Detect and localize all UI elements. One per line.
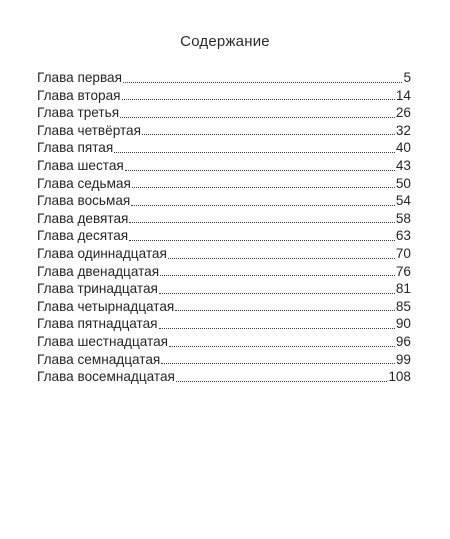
toc-entry [37, 104, 411, 122]
toc-dot-leader [114, 151, 395, 153]
toc-dot-leader [161, 362, 395, 364]
toc-entry-label: Глава двенадцатая [37, 263, 160, 279]
toc-entry-page: 108 [388, 369, 411, 385]
toc-entry-page: 54 [395, 193, 411, 209]
toc-dot-leader [120, 116, 395, 118]
toc-entry-page: 58 [395, 210, 411, 226]
toc-entry-label: Глава восемнадцатая [37, 369, 175, 385]
toc-dot-leader [169, 345, 395, 347]
toc-entry [37, 245, 411, 263]
toc-entry [37, 298, 411, 316]
toc-entry-page: 50 [395, 175, 411, 191]
toc-entry-page: 70 [395, 245, 411, 261]
toc-entry-page: 14 [395, 87, 411, 103]
toc-dot-leader [159, 327, 395, 329]
toc-entry-page: 40 [395, 140, 411, 156]
toc-entry [37, 139, 411, 157]
toc-entry-label: Глава седьмая [37, 175, 131, 191]
toc-dot-leader [176, 380, 387, 382]
toc-dot-leader [175, 309, 395, 311]
toc-entry-label: Глава шестая [37, 157, 124, 173]
toc-entry [37, 87, 411, 105]
toc-entry [37, 280, 411, 298]
toc-dot-leader [168, 257, 395, 259]
toc-dot-leader [131, 204, 395, 206]
toc-entry-page: 5 [403, 70, 411, 85]
toc-entry-page: 85 [395, 298, 411, 314]
toc-entry-label: Глава пятая [37, 140, 114, 156]
toc-entry-label: Глава третья [37, 105, 120, 121]
toc-dot-leader [125, 169, 395, 171]
toc-dot-leader [132, 186, 395, 188]
toc-entry [37, 210, 411, 228]
toc-entry [37, 315, 411, 333]
toc-entry-page: 81 [395, 281, 411, 297]
toc-entry [37, 333, 411, 351]
toc-dot-leader [160, 274, 395, 276]
toc-entry [37, 69, 411, 87]
toc-entry-page: 26 [395, 105, 411, 121]
toc-dot-leader [129, 221, 394, 223]
toc-dot-leader [129, 239, 395, 241]
toc-entry [37, 175, 411, 193]
toc-entry-label: Глава девятая [37, 210, 129, 226]
toc-entry-page: 90 [395, 316, 411, 332]
toc-entry [37, 351, 411, 369]
toc-entry [37, 263, 411, 281]
toc-entry-label: Глава четырнадцатая [37, 298, 175, 314]
toc-dot-leader [123, 81, 402, 83]
toc-entry-page: 43 [395, 157, 411, 173]
toc-dot-leader [122, 98, 395, 100]
toc-entry [37, 122, 411, 140]
toc-entry-label: Глава четвёртая [37, 122, 141, 138]
toc-entry-page: 96 [395, 333, 411, 349]
toc-entry-label: Глава семнадцатая [37, 351, 161, 367]
toc-title: Содержание [180, 33, 270, 50]
toc-entry-page: 76 [395, 263, 411, 279]
toc-entry-label: Глава шестнадцатая [37, 333, 169, 349]
toc-entry-label: Глава восьмая [37, 193, 131, 209]
toc-entry-page: 32 [395, 122, 411, 138]
toc-entry-page: 63 [395, 228, 411, 244]
toc-list [37, 69, 411, 386]
toc-entry-label: Глава десятая [37, 228, 129, 244]
toc-entry-label: Глава тринадцатая [37, 281, 158, 297]
toc-dot-leader [142, 133, 395, 135]
toc-entry [37, 157, 411, 175]
toc-entry-label: Глава первая [37, 70, 122, 85]
toc-entry-page: 99 [395, 351, 411, 367]
toc-entry-label: Глава одиннадцатая [37, 245, 167, 261]
toc-entry [37, 368, 411, 386]
toc-dot-leader [159, 292, 395, 294]
toc-entry-label: Глава пятнадцатая [37, 316, 158, 332]
toc-entry-label: Глава вторая [37, 87, 121, 103]
toc-entry [37, 192, 411, 210]
toc-entry [37, 227, 411, 245]
